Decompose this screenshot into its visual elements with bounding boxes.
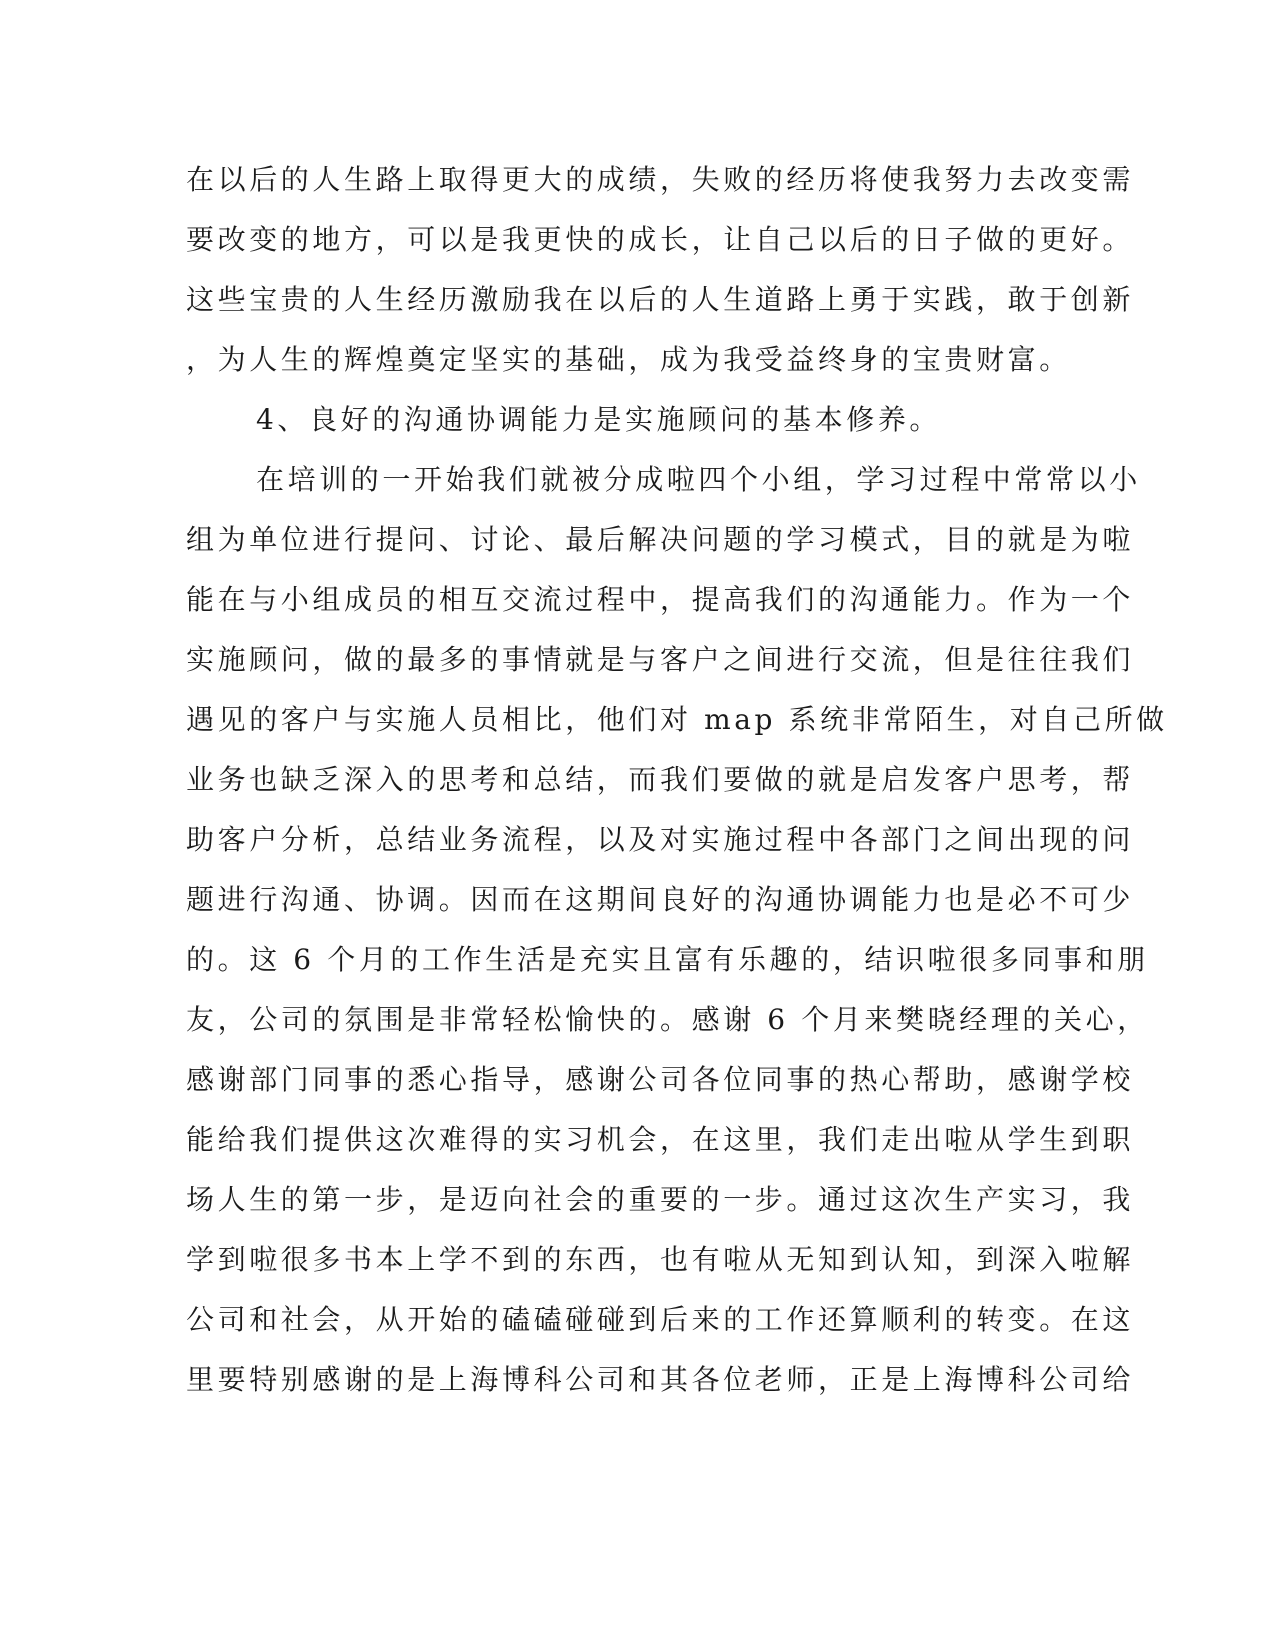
section-heading: 4、良好的沟通协调能力是实施顾问的基本修养。 [256, 403, 942, 436]
text-line: 能给我们提供这次难得的实习机会，在这里，我们走出啦从学生到职 [186, 1123, 1135, 1156]
text-line: ，为人生的辉煌奠定坚实的基础，成为我受益终身的宝贵财富。 [186, 343, 1071, 376]
text-line: 里要特别感谢的是上海博科公司和其各位老师，正是上海博科公司给 [186, 1363, 1135, 1396]
text-line: 助客户分析，总结业务流程，以及对实施过程中各部门之间出现的问 [186, 823, 1135, 856]
text-line: 公司和社会，从开始的磕磕碰碰到后来的工作还算顺利的转变。在这 [186, 1303, 1135, 1336]
text-line: 的。这 6 个月的工作生活是充实且富有乐趣的，结识啦很多同事和朋 [186, 943, 1149, 976]
text-line: 要改变的地方，可以是我更快的成长，让自己以后的日子做的更好。 [186, 223, 1135, 256]
text-line: 遇见的客户与实施人员相比，他们对 map 系统非常陌生，对自己所做 [186, 703, 1168, 736]
text-line: 学到啦很多书本上学不到的东西，也有啦从无知到认知，到深入啦解 [186, 1243, 1135, 1276]
text-line: 场人生的第一步，是迈向社会的重要的一步。通过这次生产实习，我 [186, 1183, 1135, 1216]
text-line: 这些宝贵的人生经历激励我在以后的人生道路上勇于实践，敢于创新 [186, 283, 1135, 316]
text-line: 友，公司的氛围是非常轻松愉快的。感谢 6 个月来樊晓经理的关心， [186, 1003, 1149, 1036]
text-line: 在以后的人生路上取得更大的成绩，失败的经历将使我努力去改变需 [186, 163, 1135, 196]
text-line: 业务也缺乏深入的思考和总结，而我们要做的就是启发客户思考，帮 [186, 763, 1135, 796]
text-line: 题进行沟通、协调。因而在这期间良好的沟通协调能力也是必不可少 [186, 883, 1135, 916]
text-line: 组为单位进行提问、讨论、最后解决问题的学习模式，目的就是为啦 [186, 523, 1135, 556]
text-line: 实施顾问，做的最多的事情就是与客户之间进行交流，但是往往我们 [186, 643, 1135, 676]
text-line: 能在与小组成员的相互交流过程中，提高我们的沟通能力。作为一个 [186, 583, 1135, 616]
text-line: 感谢部门同事的悉心指导，感谢公司各位同事的热心帮助，感谢学校 [186, 1063, 1135, 1096]
paragraph-first-line: 在培训的一开始我们就被分成啦四个小组，学习过程中常常以小 [256, 463, 1141, 496]
